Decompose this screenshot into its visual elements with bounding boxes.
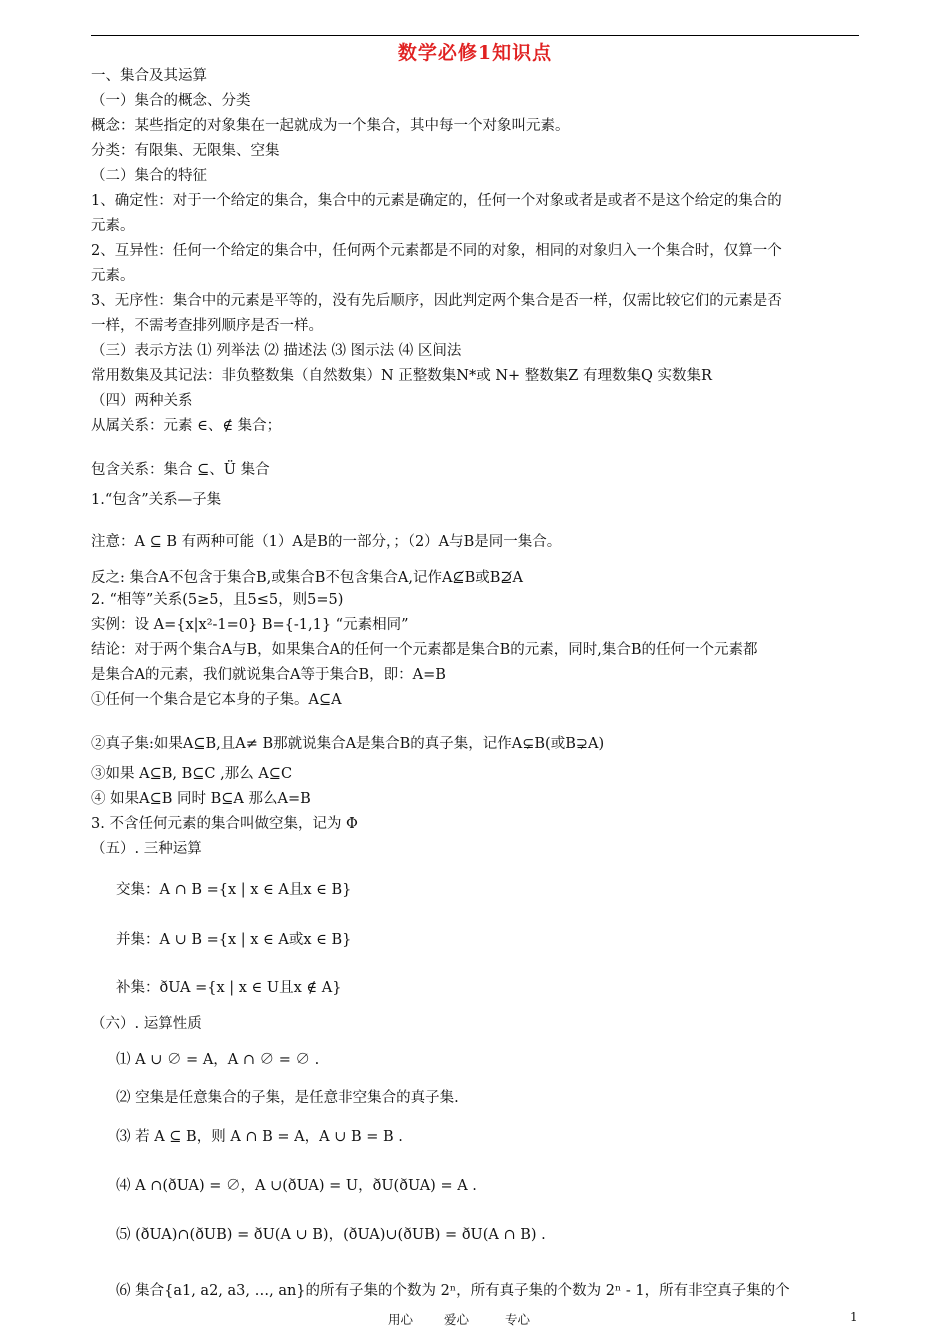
- subsection-heading: （一）集合的概念、分类: [91, 93, 251, 109]
- text-line: 常用数集及其记法：非负整数集（自然数集）N 正整数集N*或 N+ 整数集Z 有理数集Q 实数集R: [91, 368, 712, 384]
- formula-complement: 补集：ðUA ={x | x ∈ U且x ∉ A}: [116, 980, 342, 996]
- page-number: 1: [850, 1310, 858, 1324]
- subsection-heading: （五）. 三种运算: [91, 841, 202, 857]
- formula-intersection: 交集：A ∩ B ={x | x ∈ A且x ∈ B}: [116, 882, 352, 898]
- text-line: 3. 不含任何元素的集合叫做空集，记为 Φ: [91, 816, 358, 832]
- text-line: 从属关系：元素 ∈、∉ 集合；: [91, 418, 282, 434]
- page-title: 数学必修1知识点: [397, 42, 553, 64]
- text-line: 2. “相等”关系(5≥5，且5≤5，则5=5): [91, 592, 344, 608]
- text-line: 3、无序性：集合中的元素是平等的，没有先后顺序，因此判定两个集合是否一样，仅需比较它们的元素是否: [91, 293, 782, 309]
- text-line: 结论：对于两个集合A与B，如果集合A的任何一个元素都是集合B的元素，同时,集合B的任何一个元素都: [91, 642, 758, 658]
- text-line: 一样，不需考查排列顺序是否一样。: [91, 318, 323, 334]
- footer-text: 爱心: [444, 1312, 470, 1327]
- footer-text: 用心: [388, 1312, 414, 1327]
- property-line: ⑶ 若 A ⊆ B，则 A ∩ B = A，A ∪ B = B .: [116, 1129, 403, 1145]
- subsection-heading: （三）表示方法 ⑴ 列举法 ⑵ 描述法 ⑶ 图示法 ⑷ 区间法: [91, 343, 462, 359]
- property-line: ⑴ A ∪ ∅ = A，A ∩ ∅ = ∅ .: [116, 1052, 320, 1068]
- property-line: ⑷ A ∩(ðUA) = ∅，A ∪(ðUA) = U，ðU(ðUA) = A .: [116, 1178, 477, 1194]
- property-line: ⑵ 空集是任意集合的子集，是任意非空集合的真子集.: [116, 1090, 459, 1106]
- header-rule: [91, 35, 859, 36]
- text-line: 1、确定性：对于一个给定的集合，集合中的元素是确定的，任何一个对象或者是或者不是这个给定的集合的: [91, 193, 782, 209]
- text-line: ①任何一个集合是它本身的子集。A⊆A: [91, 692, 342, 708]
- text-line: 是集合A的元素，我们就说集合A等于集合B，即：A=B: [91, 667, 446, 683]
- text-line: 1.“包含”关系—子集: [91, 492, 222, 508]
- formula-union: 并集：A ∪ B ={x | x ∈ A或x ∈ B}: [116, 932, 352, 948]
- text-line: 分类：有限集、无限集、空集: [91, 143, 280, 159]
- text-line: 概念：某些指定的对象集在一起就成为一个集合，其中每一个对象叫元素。: [91, 118, 570, 134]
- footer-text: 专心: [505, 1312, 531, 1327]
- subsection-heading: （二）集合的特征: [91, 168, 207, 184]
- text-line: ③如果 A⊆B, B⊆C ,那么 A⊆C: [91, 766, 293, 782]
- property-line: ⑹ 集合{a1, a2, a3, …, an}的所有子集的个数为 2ⁿ，所有真子集的个数为 2ⁿ - 1，所有非空真子集的个: [116, 1283, 790, 1299]
- subsection-heading: （六）. 运算性质: [91, 1016, 202, 1032]
- property-line: ⑸ (ðUA)∩(ðUB) = ðU(A ∪ B)，(ðUA)∪(ðUB) = ðU(A ∩ B) .: [116, 1227, 546, 1243]
- text-line: 注意：A ⊆ B 有两种可能（1）A是B的一部分，；（2）A与B是同一集合。: [91, 534, 562, 550]
- text-line: 包含关系：集合 ⊆、Ü 集合: [91, 462, 270, 478]
- text-line: 实例：设 A={x|x²-1=0} B={-1,1} “元素相同”: [91, 617, 409, 633]
- subsection-heading: （四）两种关系: [91, 393, 193, 409]
- text-line: ②真子集:如果A⊆B,且A≠ B那就说集合A是集合B的真子集，记作A⊊B(或B⊋A): [91, 736, 605, 752]
- text-line: 反之: 集合A不包含于集合B,或集合B不包含集合A,记作A⊈B或B⊉A: [91, 570, 524, 586]
- section-heading: 一、集合及其运算: [91, 68, 207, 84]
- text-line: 元素。: [91, 268, 135, 284]
- text-line: ④ 如果A⊆B 同时 B⊆A 那么A=B: [91, 791, 311, 807]
- text-line: 元素。: [91, 218, 135, 234]
- text-line: 2、互异性：任何一个给定的集合中，任何两个元素都是不同的对象，相同的对象归入一个集合时，仅算一个: [91, 243, 782, 259]
